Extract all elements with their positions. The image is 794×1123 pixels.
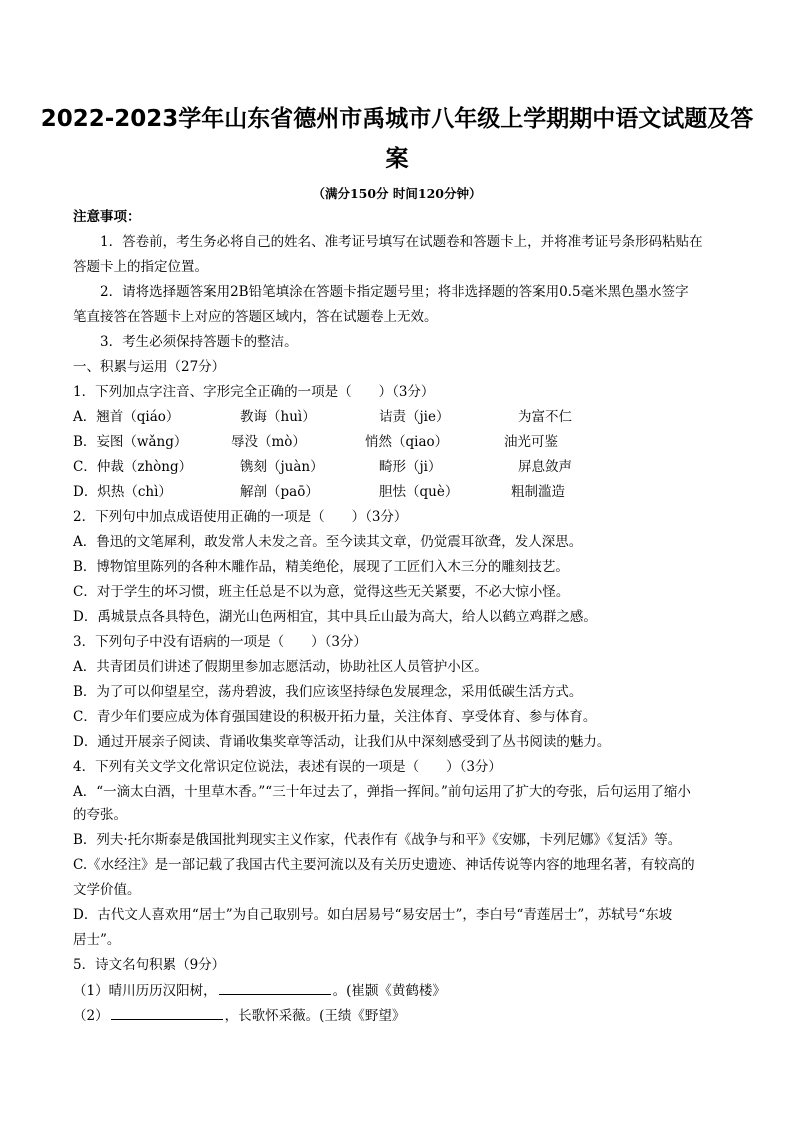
option-word: 诘责（jie） [379,409,450,425]
question-2-stem: 2．下列句中加点成语使用正确的一项是（ ）（3分） [73,509,408,525]
question-2-option-d: D．禹城景点各具特色，湖光山色两相宜，其中具丘山最为高大，给人以鹤立鸡群之感。 [73,609,597,625]
question-4-option-c-cont: 文学价值。 [73,882,141,898]
option-word: 镌刻（juàn） [240,459,324,475]
item-2-suffix: ，长歌怀采薇。(王绩《野望》 [224,1008,406,1024]
question-3-option-b: B．为了可以仰望星空，荡舟碧波，我们应该坚持绿色发展理念，采用低碳生活方式。 [73,684,583,700]
option-word: 教诲（huì） [240,409,316,425]
question-4-stem: 4．下列有关文学文化常识定位说法，表述有误的一项是（ ）（3分） [73,759,502,775]
question-2-option-a: A．鲁迅的文笔犀利，敢发常人未发之音。至今读其文章，仍觉震耳欲聋，发人深思。 [73,534,583,550]
question-4-option-a-cont: 的夸张。 [73,807,127,823]
document-title-line-2: 案 [385,146,409,172]
question-3-stem: 3．下列句子中没有语病的一项是（ ）（3分） [73,634,367,650]
option-word: 悄然（qiao） [365,434,449,450]
option-word: 胆怯（què） [379,484,459,500]
answer-blank-1[interactable] [219,980,331,995]
option-word: D．炽热（chì） [73,484,172,500]
question-2-option-b: B．博物馆里陈列的各种木雕作品，精美绝伦，展现了工匠们入木三分的雕刻技艺。 [73,559,569,575]
item-2-prefix: （2） [73,1008,109,1024]
item-1-suffix: 。(崔颢《黄鹤楼》 [332,983,446,999]
question-5-item-1 [73,980,446,1001]
question-5-stem: 5．诗文名句积累（9分） [73,957,226,973]
question-5-item-2 [73,1005,405,1026]
question-4-option-d: D．古代文人喜欢用“居士”为自己取别号。如白居易号“易安居士”，李白号“青莲居士”，苏轼号“东坡 [73,907,673,923]
option-word: 为富不仁 [518,409,572,425]
option-word: 辱没（mò） [231,434,306,450]
document-title-line-1: 2022-2023学年山东省德州市禹城市八年级上学期期中语文试题及答 [40,106,754,132]
notice-item-1: 1．答卷前，考生务必将自己的姓名、准考证号填写在试题卷和答题卡上，并将准考证号条形码粘贴在 [100,234,703,250]
answer-blank-2[interactable] [111,1005,223,1020]
section-heading-1: 一、积累与运用（27分） [73,359,226,375]
option-word: 粗制滥造 [511,484,565,500]
question-4-option-c: C.《水经注》是一部记载了我国古代主要河流以及有关历史遗迹、神话传说等内容的地理名著，有较高的 [73,857,695,873]
notice-item-2: 2．请将选择题答案用2B铅笔填涂在答题卡指定题号里；将非选择题的答案用0.5毫米黑色墨水签字 [100,284,689,300]
option-word: 畸形（ji） [379,459,442,475]
option-word: 屏息敛声 [518,459,572,475]
option-word: 油光可鉴 [504,434,558,450]
question-4-option-d-cont: 居士”。 [73,932,121,948]
item-1-prefix: （1）晴川历历汉阳树， [73,983,217,999]
question-4-option-a: A．“一滴太白酒，十里草木香。”“三十年过去了，弹指一挥间。”前句运用了扩大的夸张，后句运用了缩小 [73,784,691,800]
question-3-option-a: A．共青团员们讲述了假期里参加志愿活动，协助社区人员管护小区。 [73,659,488,675]
question-2-option-c: C．对于学生的坏习惯，班主任总是不以为意，觉得这些无关紧要，不必大惊小怪。 [73,584,570,600]
question-3-option-c: C．青少年们要应成为体育强国建设的积极开拓力量，关注体育、享受体育、参与体育。 [73,709,597,725]
notice-item-3: 3．考生必须保持答题卡的整洁。 [100,334,298,350]
notice-item-1-cont: 答题卡上的指定位置。 [73,259,208,275]
notice-item-2-cont: 笔直接答在答题卡上对应的答题区域内，答在试题卷上无效。 [73,309,438,325]
option-word: A．翘首（qiáo） [73,409,180,425]
option-word: B．妄图（wǎng） [73,434,188,450]
notice-heading: 注意事项： [73,209,141,225]
option-word: 解剖（paō） [240,484,319,500]
question-4-option-b: B．列夫·托尔斯泰是俄国批判现实主义作家，代表作有《战争与和平》《安娜，卡列尼娜》《复活》等。 [73,832,682,848]
score-time-note: （满分150分 时间120分钟） [312,186,482,201]
question-3-option-d: D．通过开展亲子阅读、背诵收集奖章等活动，让我们从中深刻感受到了丛书阅读的魅力。 [73,734,611,750]
question-1-stem: 1．下列加点字注音、字形完全正确的一项是（ ）（3分） [73,384,435,400]
option-word: C．仲裁（zhòng） [73,459,193,475]
